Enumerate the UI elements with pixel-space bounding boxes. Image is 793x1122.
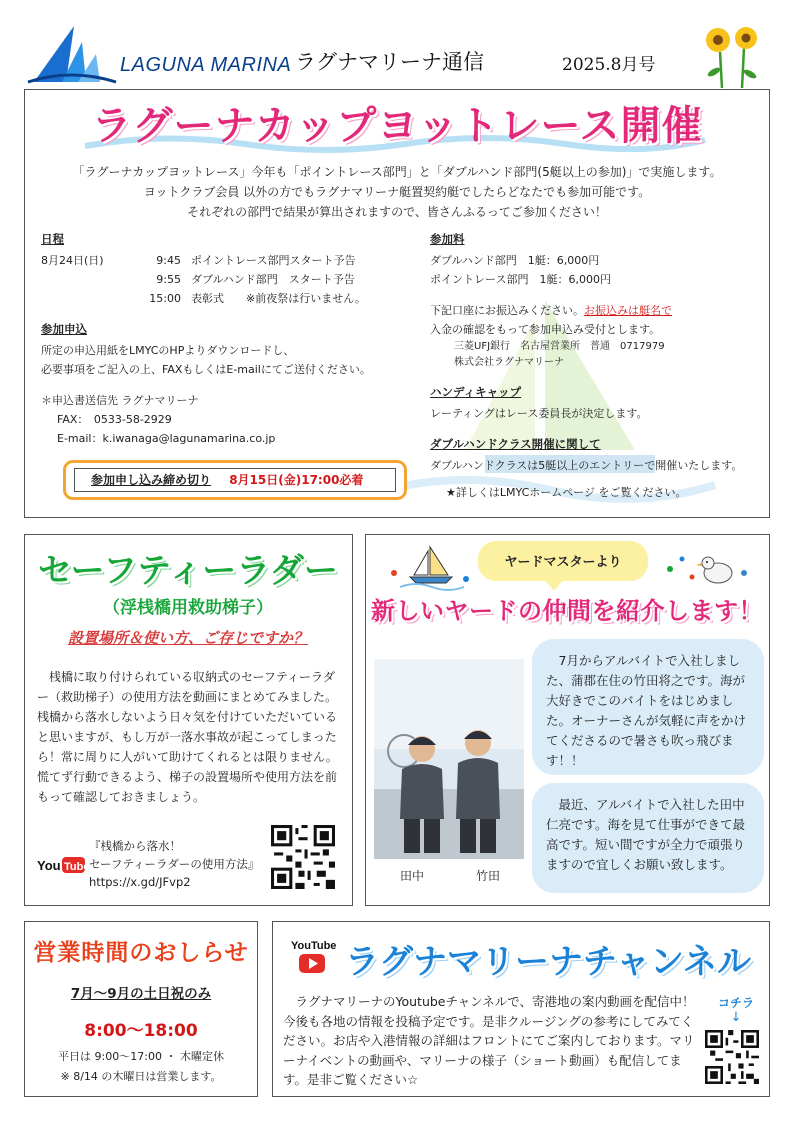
qr-code-icon[interactable] [705,1030,759,1084]
video-caption: 『桟橋から落水！ セーフティーラダーの使用方法』 https://x.gd/JFvp2 [89,839,260,889]
svg-text:You: You [37,858,61,873]
schedule-heading: 日程 [41,232,64,246]
deadline-date: 8月15日(金)17:00必着 [229,473,364,487]
bank-account-holder: 株式会社ラグナマリーナ [454,357,564,368]
bank-account: 三菱UFJ銀行 名古屋営業所 普通 0717979 [454,341,665,352]
safety-subtitle: （浮桟橋用救助梯子） [103,598,273,618]
hours-season: 7月～9月の土日祝のみ [70,986,212,1002]
email-address[interactable]: E-mail：k.iwanaga@lagunamarina.co.jp [57,432,276,445]
safety-question: 設置場所＆使い方、ご存じですか？ [67,629,308,647]
sailboat-icon [386,543,476,591]
svg-text:YouTube: YouTube [291,940,337,952]
fee-heading: 参加料 [430,232,465,246]
video-url[interactable]: https://x.gd/JFvp2 [89,875,191,889]
schedule-row: 8月24日(日) 9:45 ポイントレース部門スタート予告 [41,254,356,267]
yard-bubble-text: ヤードマスターより [504,555,622,570]
logo-text: LAGUNA MARINA [120,54,292,76]
more-info-link[interactable]: ★詳しくはLMYCホームページ をご覧ください。 [446,486,687,499]
schedule-row: 9:55 ダブルハンド部門 スタート予告 [156,273,355,286]
application-heading: 参加申込 [41,322,87,336]
hours-note: ※ 8/14 の木曜日は営業します。 [60,1070,222,1083]
header [0,0,793,88]
sunflower-icon [700,22,766,88]
newsletter-title: ラグナマリーナ通信 [295,50,484,74]
photo-caption-left: 田中 [400,869,425,883]
svg-text:Tube: Tube [64,861,90,873]
youtube-icon[interactable] [289,936,335,976]
race-title: ラグーナカップヨットレース開催 [91,103,703,149]
safety-body: 桟橋に取り付けられている収納式のセーフティーラダー（救助梯子）の使用方法を動画にまとめてみました。 桟橋から落水しないよう日々気を付けていただいていると思いますが、もし万が一落水事故が起こってしまったら！常に周りに人がいて助けてくれるとは限りません。慌てず行動できるよう、梯子の設置場所や使用方法を前もって確認しておきましょう。 [37,670,338,804]
race-intro: 「ラグーナカップヨットレース」今年も「ポイントレース部門」と「ダブルハンド部門(5艇以上の参加)」で実施します。 ヨットクラブ会員 以外の方でもラグナマリーナ艇置契約艇でしたらどなたでも参加可能です。 それぞれの部門で結果が算出されますので、皆さんふるってご参加ください！ [72,165,722,219]
hours-title: 営業時間のおしらせ [33,940,249,966]
staff-photo [374,659,524,859]
hours-weekday: 平日は 9:00～17:00 ・ 木曜定休 [58,1050,224,1063]
yard-headline: 新しいヤードの仲間を紹介します！ [371,597,763,625]
staff-message-takeda: 7月からアルバイトで入社しました、蒲郡在住の竹田将之です。海が大好きでこのバイトをはじめました。オーナーさんが気軽に声をかけてくださるので暑さも吹っ飛びます！！ [532,639,764,775]
deadline-label: 参加申し込み締め切り [91,473,212,487]
race-right-column: 参加料 ダブルハンド部門 1艇：6,000円 ポイントレース部門 1艇：6,000円 下記口座にお振込みください。お振込みは艇名で 入金の確認をもって参加申込み受付とします。 三菱UFJ銀行 名古屋営業所 普通 0717979 株式会社ラグナマリーナ ハンディキャップ レーティングはレース委員長が決定します。 ダブルハンドクラス開催に関して ダブルハンドクラスは5艇以上のエントリーで開催いたします。 ★詳しくはLMYCホームページ をご覧ください。 [430,230,765,502]
business-hours-section [24,921,258,1097]
application-destination: ＊申込書送信先 ラグナマリーナ [41,394,199,407]
schedule-row: 15:00 表彰式 ※前夜祭は行いません。 [149,292,366,305]
channel-body: ラグナマリーナのYoutubeチャンネルで、寄港地の案内動画を配信中！今後も各地の情報を投稿予定です。是非クルージングの参考にしてみてください。お店や入港情報の詳細はフロントにてご案内しております。マリーナイベントの動画や、マリーナの様子（ショート動画）も配信してます。是非ご覧ください☆ [283,994,695,1087]
youtube-channel-section [272,921,770,1097]
staff-message-tanaka: 最近、アルバイトで入社した田中仁亮です。海を見て仕事ができて最高です。短い間ですが全力で頑張りますので宜しくお願い致します。 [532,783,764,893]
channel-title: ラグナマリーナチャンネル [345,942,751,982]
youtube-icon[interactable] [37,855,90,875]
logo-sail-icon [26,24,116,84]
arrow-down-icon: ↓ [730,1010,742,1025]
race-section [24,89,770,518]
safety-title: セーフティーラダー [38,551,338,591]
doublehand-heading: ダブルハンドクラス開催に関して [430,437,601,451]
deadline-banner [63,460,407,500]
issue-label: 2025.8月号 [562,55,656,75]
seagull-icon [656,543,756,591]
photo-caption-right: 竹田 [476,869,501,883]
yard-master-section [365,534,770,906]
hours-time: 8:00～18:00 [84,1021,198,1041]
fax-number: FAX： 0533-58-2929 [57,413,172,426]
handicap-heading: ハンディキャップ [430,385,522,399]
kochira-label: コチラ [717,996,754,1010]
transfer-instructions: 下記口座にお振込みください。お振込みは艇名で [430,304,672,317]
safety-ladder-section [24,534,353,906]
race-left-column: 日程 8月24日(日) 9:45 ポイントレース部門スタート予告 9:55 ダブルハンド部門 スタート予告 15:00 表彰式 ※前夜祭は行いません。 参加申込 所定の申込用紙をLMYCのHPよりダウンロードし、 必要事項をご記入の上、FAXもしくはE-mailにてご送付ください。 ＊申込書送信先 ラグナマリーナ FAX： 0533-58-2929 E-mail：k.iwanaga@lagunamarina.co.jp [41,230,421,448]
qr-code-icon[interactable] [271,825,335,889]
